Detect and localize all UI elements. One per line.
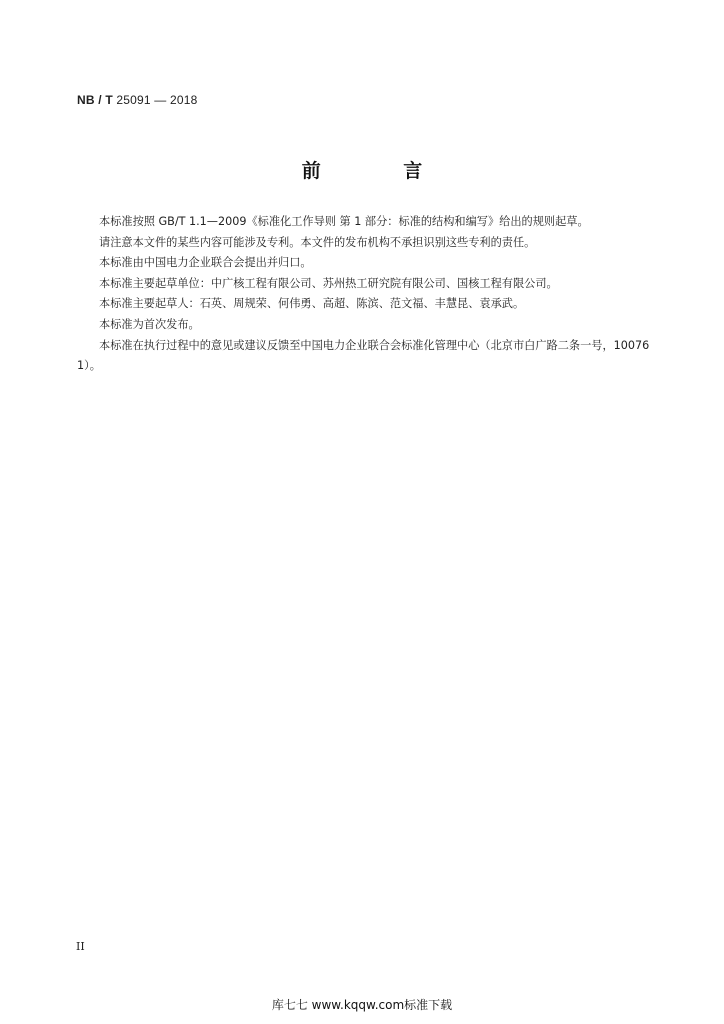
preface-body <box>77 212 657 377</box>
paragraph-drafting-units: 本标准主要起草单位：中广核工程有限公司、苏州热工研究院有限公司、国核工程有限公司。 <box>99 276 558 290</box>
page-number: II <box>76 940 85 953</box>
document-code-number: 25091 — 2018 <box>112 93 198 107</box>
paragraph-feedback: 本标准在执行过程中的意见或建议反馈至中国电力企业联合会标准化管理中心（北京市白广路二条一号，100761）。 <box>77 338 650 373</box>
document-code <box>77 93 198 107</box>
paragraph-proposer: 本标准由中国电力企业联合会提出并归口。 <box>99 256 312 270</box>
document-code-prefix: NB / T <box>77 93 113 107</box>
watermark-text: 库七七 www.kqqw.com标准下载 <box>271 998 453 1012</box>
paragraph-first-release: 本标准为首次发布。 <box>99 317 200 331</box>
page-title: 前 言 <box>301 160 461 182</box>
paragraph-drafting-rules: 本标准按照 GB/T 1.1—2009《标准化工作导则 第 1 部分：标准的结构和编写》给出的规则起草。 <box>99 215 589 228</box>
paragraph-patent-notice: 请注意本文件的某些内容可能涉及专利。本文件的发布机构不承担识别这些专利的责任。 <box>99 235 536 249</box>
paragraph-drafters: 本标准主要起草人：石英、周规荣、何伟勇、高超、陈滨、范文福、丰慧昆、袁承武。 <box>99 297 525 311</box>
